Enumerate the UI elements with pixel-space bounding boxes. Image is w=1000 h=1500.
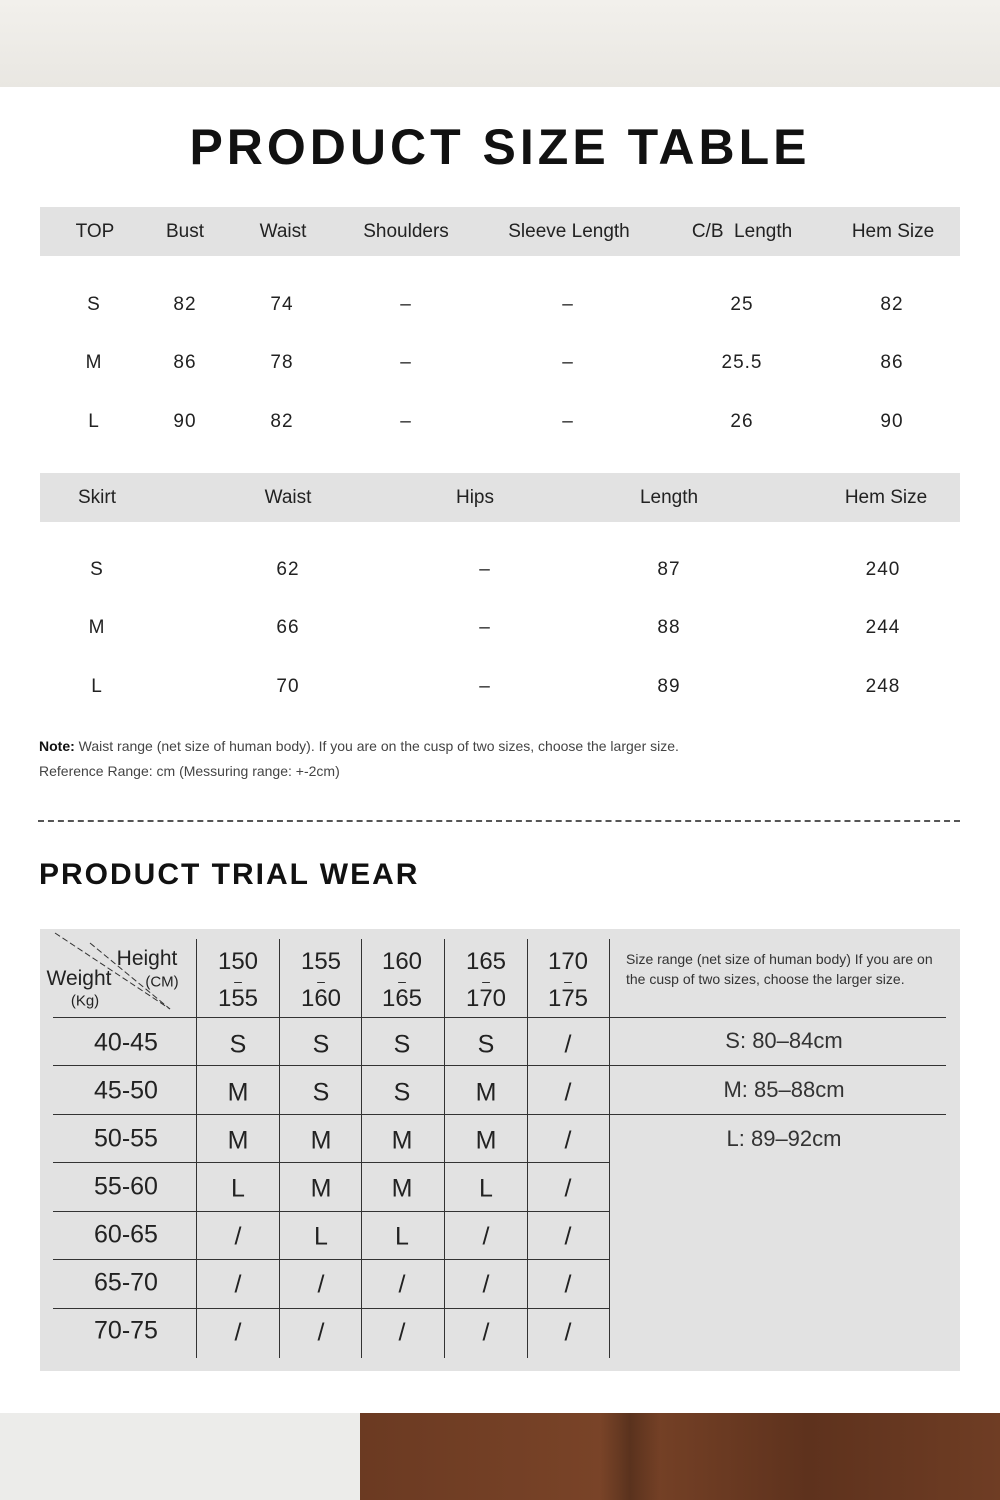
table-cell: L bbox=[88, 411, 100, 432]
size-cell: / bbox=[482, 1270, 490, 1299]
size-cell: / bbox=[564, 1126, 572, 1155]
top-col-header: Bust bbox=[165, 221, 205, 242]
table-cell: 82 bbox=[270, 411, 294, 432]
weight-range: 70-75 bbox=[94, 1316, 158, 1345]
height-to: 170 bbox=[465, 985, 507, 1012]
skirt-col-header: Skirt bbox=[78, 487, 116, 508]
table-cell: 25 bbox=[730, 294, 754, 315]
height-from: 165 bbox=[465, 948, 507, 975]
top-table-header bbox=[40, 207, 960, 256]
top-col-header: TOP bbox=[75, 221, 115, 242]
corner-cm-label: (CM) bbox=[145, 973, 179, 991]
size-cell: / bbox=[398, 1270, 406, 1299]
table-cell: 78 bbox=[270, 352, 294, 373]
table-cell: S bbox=[90, 559, 104, 580]
skirt-col-header: Hips bbox=[455, 487, 495, 508]
table-cell: 89 bbox=[657, 676, 681, 697]
size-cell: / bbox=[564, 1270, 572, 1299]
size-cell: / bbox=[234, 1270, 242, 1299]
size-cell: / bbox=[482, 1318, 490, 1347]
size-cell: / bbox=[564, 1222, 572, 1251]
size-cell: / bbox=[564, 1078, 572, 1107]
section-divider bbox=[38, 820, 960, 822]
size-cell: S bbox=[312, 1078, 330, 1107]
table-cell: 88 bbox=[657, 617, 681, 638]
dash-separator: – bbox=[234, 973, 242, 989]
size-cell: S bbox=[393, 1030, 411, 1059]
trial-wear-table bbox=[40, 929, 960, 1371]
page-title: PRODUCT SIZE TABLE bbox=[189, 119, 811, 175]
table-cell: S bbox=[87, 294, 101, 315]
skirt-col-header: Waist bbox=[264, 487, 312, 508]
trial-wear-title: PRODUCT TRIAL WEAR bbox=[39, 858, 420, 891]
grid-line bbox=[196, 939, 197, 1358]
table-cell: – bbox=[479, 617, 491, 638]
size-cell: M bbox=[475, 1078, 497, 1107]
corner-weight-label: Weight bbox=[46, 967, 112, 990]
table-cell: – bbox=[400, 411, 412, 432]
top-col-header: Waist bbox=[259, 221, 307, 242]
size-cell: M bbox=[391, 1126, 413, 1155]
dash-separator: – bbox=[398, 973, 406, 989]
table-cell: 248 bbox=[865, 676, 901, 697]
table-cell: 26 bbox=[730, 411, 754, 432]
table-cell: – bbox=[562, 352, 574, 373]
size-cell: S bbox=[477, 1030, 495, 1059]
reference-range-note: Reference Range: cm (Messuring range: +-2cm) bbox=[39, 763, 340, 779]
size-cell: M bbox=[227, 1126, 249, 1155]
skirt-col-header: Hem Size bbox=[844, 487, 928, 508]
grid-line bbox=[609, 939, 610, 1358]
table-cell: 87 bbox=[657, 559, 681, 580]
size-cell: / bbox=[564, 1318, 572, 1347]
weight-range: 40-45 bbox=[94, 1028, 158, 1057]
dash-separator: – bbox=[564, 973, 572, 989]
table-cell: – bbox=[400, 294, 412, 315]
top-col-header: C/B Length bbox=[691, 221, 793, 242]
size-cell: L bbox=[479, 1174, 493, 1203]
size-cell: / bbox=[482, 1222, 490, 1251]
dash-separator: – bbox=[317, 973, 325, 989]
size-range-l: L: 89–92cm bbox=[726, 1126, 842, 1151]
background-photo-top bbox=[0, 0, 1000, 87]
background-photo-bottom bbox=[0, 1413, 1000, 1500]
table-cell: 82 bbox=[173, 294, 197, 315]
size-cell: M bbox=[391, 1174, 413, 1203]
size-cell: / bbox=[564, 1174, 572, 1203]
height-from: 155 bbox=[300, 948, 342, 975]
weight-range: 55-60 bbox=[94, 1172, 158, 1201]
grid-line bbox=[53, 1114, 946, 1115]
size-cell: S bbox=[393, 1078, 411, 1107]
table-cell: – bbox=[562, 411, 574, 432]
skirt-table-header bbox=[40, 473, 960, 522]
table-cell: 82 bbox=[880, 294, 904, 315]
size-range-note: Size range (net size of human body) If you are on the cusp of two sizes, choose the larger size. bbox=[626, 951, 933, 987]
corner-height-label: Height bbox=[116, 947, 178, 970]
height-to: 165 bbox=[381, 985, 423, 1012]
size-cell: M bbox=[310, 1126, 332, 1155]
top-col-header: Sleeve Length bbox=[508, 221, 630, 242]
size-cell: / bbox=[398, 1318, 406, 1347]
table-cell: 90 bbox=[173, 411, 197, 432]
height-from: 160 bbox=[381, 948, 423, 975]
grid-line bbox=[53, 1017, 946, 1018]
size-cell: / bbox=[317, 1270, 325, 1299]
table-cell: 86 bbox=[173, 352, 197, 373]
table-cell: – bbox=[400, 352, 412, 373]
grid-line bbox=[361, 939, 362, 1358]
size-cell: / bbox=[234, 1318, 242, 1347]
size-cell: M bbox=[227, 1078, 249, 1107]
grid-line bbox=[53, 1065, 946, 1066]
weight-range: 50-55 bbox=[94, 1124, 158, 1153]
top-col-header: Shoulders bbox=[363, 221, 449, 242]
table-cell: 66 bbox=[276, 617, 300, 638]
note-label: Note: bbox=[39, 738, 75, 754]
size-range-m: M: 85–88cm bbox=[723, 1077, 845, 1102]
note-text: Waist range (net size of human body). If you are on the cusp of two sizes, choose the larger size. bbox=[74, 738, 679, 754]
height-from: 150 bbox=[217, 948, 259, 975]
size-cell: S bbox=[229, 1030, 247, 1059]
grid-line bbox=[279, 939, 280, 1358]
height-to: 155 bbox=[217, 985, 259, 1012]
table-cell: 70 bbox=[276, 676, 300, 697]
top-col-header: Hem Size bbox=[851, 221, 935, 242]
weight-range: 65-70 bbox=[94, 1268, 158, 1297]
size-range-s: S: 80–84cm bbox=[725, 1028, 843, 1053]
weight-range: 60-65 bbox=[94, 1220, 158, 1249]
table-cell: 240 bbox=[865, 559, 901, 580]
table-cell: 74 bbox=[270, 294, 294, 315]
grid-line bbox=[444, 939, 445, 1358]
size-cell: / bbox=[564, 1030, 572, 1059]
size-cell: L bbox=[314, 1222, 328, 1251]
height-to: 160 bbox=[300, 985, 342, 1012]
corner-kg-label: (Kg) bbox=[70, 992, 100, 1010]
dash-separator: – bbox=[482, 973, 490, 989]
table-cell: 62 bbox=[276, 559, 300, 580]
height-to: 175 bbox=[547, 985, 589, 1012]
grid-line bbox=[527, 939, 528, 1358]
table-cell: L bbox=[91, 676, 103, 697]
table-cell: – bbox=[479, 676, 491, 697]
table-cell: M bbox=[88, 617, 106, 638]
height-from: 170 bbox=[547, 948, 589, 975]
size-cell: L bbox=[395, 1222, 409, 1251]
brown-fabric-photo bbox=[360, 1413, 1000, 1500]
size-cell: M bbox=[475, 1126, 497, 1155]
table-cell: 90 bbox=[880, 411, 904, 432]
table-cell: 25.5 bbox=[721, 352, 763, 373]
size-cell: L bbox=[231, 1174, 245, 1203]
size-note bbox=[39, 738, 679, 754]
weight-range: 45-50 bbox=[94, 1076, 158, 1105]
table-cell: – bbox=[562, 294, 574, 315]
size-cell: S bbox=[312, 1030, 330, 1059]
table-cell: M bbox=[85, 352, 103, 373]
size-cell: M bbox=[310, 1174, 332, 1203]
size-cell: / bbox=[317, 1318, 325, 1347]
skirt-col-header: Length bbox=[639, 487, 699, 508]
table-cell: 86 bbox=[880, 352, 904, 373]
table-cell: – bbox=[479, 559, 491, 580]
table-cell: 244 bbox=[865, 617, 901, 638]
size-cell: / bbox=[234, 1222, 242, 1251]
